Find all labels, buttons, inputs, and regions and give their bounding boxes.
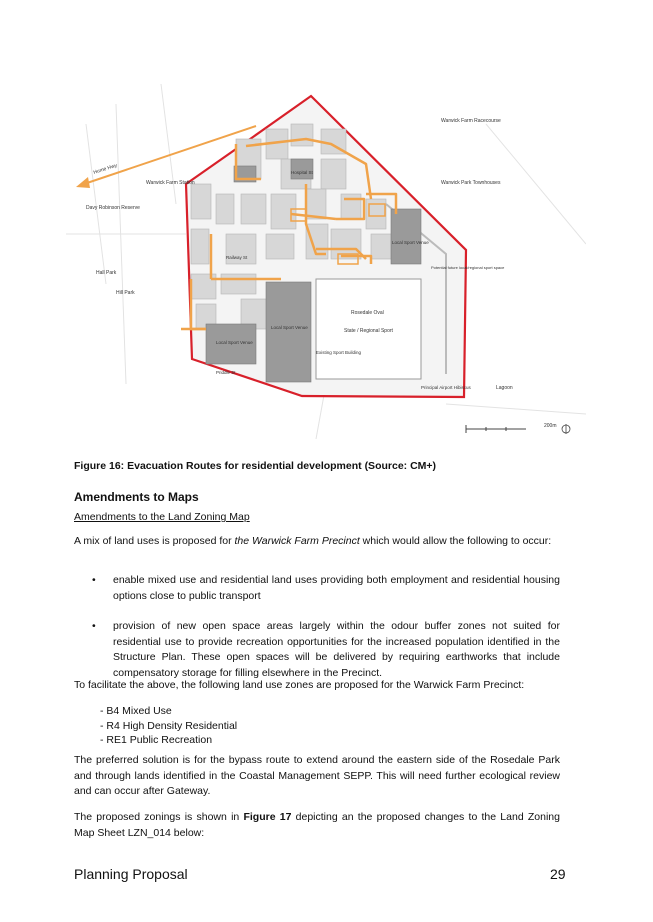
scale-bar: [466, 423, 557, 433]
zone-list: [100, 704, 237, 748]
label-warwick-park-townhouses: Warwick Park Townhouses: [441, 180, 501, 186]
zone-item: - RE1 Public Recreation: [100, 734, 213, 746]
label-warwick-farm-racecourse: Warwick Farm Racecourse: [441, 118, 501, 124]
label-principal-airport: Principal Airport Hibiscus: [421, 385, 471, 390]
label-potential-ext: Potential future local/regional sport space: [431, 265, 505, 270]
label-local-sport-venue-c: Local Sport Venue: [271, 325, 308, 330]
page-number: 29: [550, 866, 566, 882]
figure-caption: Figure 16: Evacuation Routes for residential development (Source: CM+): [74, 460, 437, 472]
bullet-text: provision of new open space areas largely within the odour buffer zones not suited for residential use to provide recreation opportunities for the increased population identified in the Structure Plan. These open spaces will be delivered by requiring earthworks that include compensatory storage for filling elsewhere in the Precinct.: [113, 620, 560, 679]
bullet-item: [74, 573, 560, 605]
paragraph-intro: A mix of land uses is proposed for the Warwick Farm Precinct which would allow the following to occur:: [74, 535, 552, 547]
paragraph-facilitate: To facilitate the above, the following land use zones are proposed for the Warwick Farm Precinct:: [74, 679, 525, 691]
label-warwick-farm-station: Warwick Farm Station: [146, 180, 195, 186]
label-lagoon: Lagoon: [496, 385, 513, 391]
label-priddle-st: Priddle St: [216, 370, 236, 375]
label-local-sport-venue-b: Local Sport Venue: [216, 340, 253, 345]
label-davy-robinson-reserve: Davy Robinson Reserve: [86, 205, 140, 211]
label-hume-hwy: Hume Hwy: [92, 162, 118, 176]
section-heading: Amendments to Maps: [74, 490, 199, 504]
label-hill-park: Hill Park: [116, 290, 135, 296]
bullet-text: enable mixed use and residential land uses providing both employment and residential housing options close to public transport: [113, 574, 560, 602]
label-state-regional-sport: State / Regional Sport: [344, 328, 393, 334]
zone-item: - B4 Mixed Use: [100, 705, 172, 717]
paragraph-bypass: The preferred solution is for the bypass route to extend around the eastern side of the Rosedale Park and through lands identified in the Coastal Management SEPP. This will need further ecological review and can occur after Gateway.: [74, 754, 560, 797]
paragraph-figure17: The proposed zonings is shown in Figure 17 depicting an the proposed changes to the Land Zoning Map Sheet LZN_014 below:: [74, 811, 560, 839]
label-local-sport-venue-a: Local Sport Venue: [392, 240, 429, 245]
label-railway-st: Railway St: [226, 255, 248, 260]
scale-label: 200m: [544, 423, 557, 429]
label-rosedale-oval: Rosedale Oval: [351, 310, 384, 316]
bullet-marker: •: [92, 574, 96, 586]
section-subheading: Amendments to the Land Zoning Map: [74, 511, 250, 523]
zone-item: - R4 High Density Residential: [100, 719, 238, 732]
label-hospital-st: Hospital St: [291, 170, 313, 175]
bullet-marker: •: [92, 620, 96, 632]
bullet-item: [74, 619, 560, 683]
footer-title: Planning Proposal: [74, 866, 188, 882]
label-existing-sport-building: Existing Sport Building: [316, 350, 362, 355]
evacuation-routes-map: [66, 84, 586, 439]
label-hall-park: Hall Park: [96, 270, 117, 276]
north-arrow-icon: [562, 424, 570, 434]
